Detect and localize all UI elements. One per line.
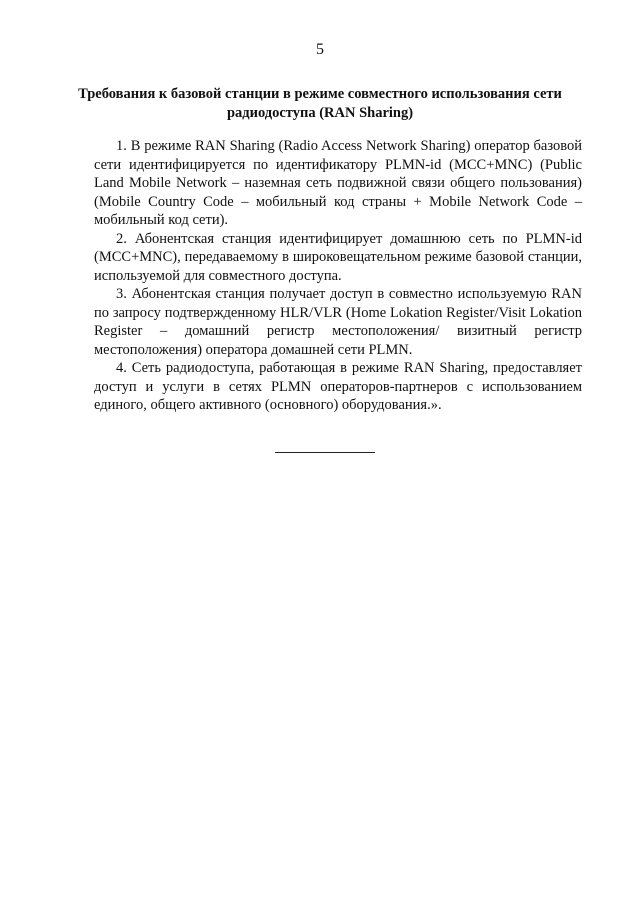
section-title-line-1: Требования к базовой станции в режиме совместного использования сети [78, 86, 562, 102]
requirement-paragraph-2: 2. Абонентская станция идентифицирует домашнюю сеть по PLMN-id (MCC+MNC), передаваемому в широковещательном режиме базовой станции, используемой для совместного доступа. [94, 230, 582, 284]
requirement-paragraph-4: 4. Сеть радиодоступа, работающая в режиме RAN Sharing, предоставляет доступ и услуги в сетях PLMN операторов-партнеров с использованием единого, общего активного (основного) оборудования.». [94, 360, 582, 413]
requirement-paragraph-1: 1. В режиме RAN Sharing (Radio Access Network Sharing) оператор базовой сети идентифицируется по идентификатору PLMN-id (MCC+MNC) (Public Land Mobile Network – наземная сеть подвижной связи общего пользования) (Mobile Country Code – мобильный код страны + Mobile Network Code – мобильный код сети). [94, 138, 582, 228]
section-title-line-2: радиодоступа (RAN Sharing) [226, 105, 414, 121]
page-number: 5 [316, 41, 324, 58]
requirement-paragraph-3: 3. Абонентская станция получает доступ в совместно используемую RAN по запросу подтвержденному HLR/VLR (Home Lokation Register/Visit Lokation Register – домашний регистр местоположения/ визитный регистр местоположения) оператора домашней сети PLMN. [94, 286, 582, 358]
requirements-list [94, 137, 582, 415]
closing-divider [275, 452, 375, 453]
section-title [70, 85, 570, 123]
